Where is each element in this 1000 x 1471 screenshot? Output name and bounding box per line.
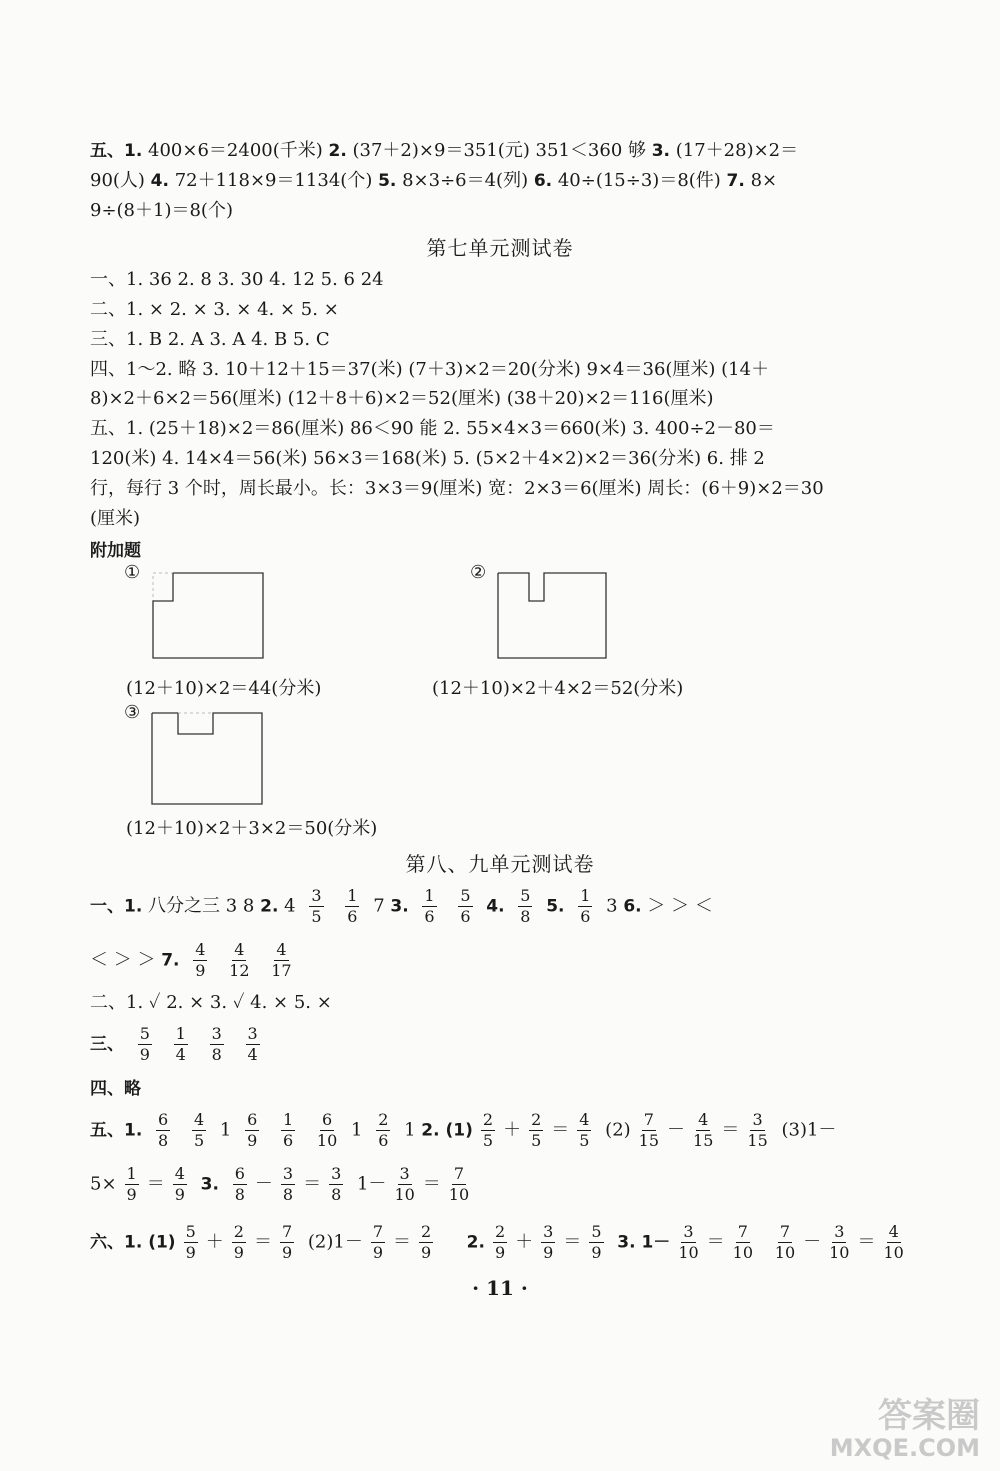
figure-caption: (12＋10)×2＋3×2＝50(分米) (126, 818, 378, 839)
fraction: $\frac{1}{6}$ (282, 1110, 294, 1150)
fraction: $\frac{1}{6}$ (347, 886, 358, 926)
fraction: $\frac{5}{9}$ (185, 1222, 196, 1262)
fraction: $\frac{5}{9}$ (591, 1222, 602, 1262)
answer-line: 9÷(8＋1)＝8(个) (90, 200, 233, 221)
fraction: $\frac{1}{6}$ (424, 886, 435, 926)
watermark-logo (829, 1396, 980, 1464)
fraction: $\frac{3}{10}$ (829, 1222, 850, 1262)
item-number: 一、1. (90, 896, 143, 917)
answer-text: (37＋2)×9＝351(元) 351＜360 够 (346, 140, 652, 161)
figure-2 (494, 572, 614, 662)
fraction: $\frac{3}{8}$ (211, 1024, 222, 1064)
fraction: $\frac{5}{9}$ (139, 1024, 150, 1064)
fraction: $\frac{3}{4}$ (247, 1024, 258, 1064)
fraction: $\frac{2}{5}$ (531, 1110, 542, 1150)
figure-label: ② (470, 562, 487, 583)
answer-text: 72＋118×9＝1134(个) (168, 170, 379, 191)
answer-line: 二、1. × 2. × 3. × 4. × 5. × (90, 299, 339, 320)
figure-caption: (12＋10)×2＝44(分米) (126, 678, 322, 699)
item-number: 6. (533, 171, 553, 191)
answer-line: 8)×2＋6×2＝56(厘米) (12＋8＋6)×2＝52(厘米) (38＋20)×2＝116(厘米) (90, 388, 714, 409)
fraction: $\frac{6}{10}$ (316, 1110, 338, 1150)
answer-line: 行，每行 3 个时，周长最小。长：3×3＝9(厘米) 宽：2×3＝6(厘米) 周长：(6＋9)×2＝30 (90, 478, 824, 499)
fraction: $\frac{3}{10}$ (678, 1222, 699, 1262)
section-label: 三、 (90, 1034, 124, 1055)
answer-line: 五、1. $\frac{6}{8}$ $\frac{4}{5}$ 1 $\frac{6}{9}$ $\frac{1}{6}$ $\frac{6}{10}$ 1 $\frac{2}{6}$ 1 2. (1) $\frac{2}{5}$ ＋ $\frac{2}{5}$ ＝ $\frac{4}{5}$ (2) $\frac{7}{15}$ － $\frac{4}{15}$ ＝ $\frac{3}{15}$ (3)1－ (90, 1110, 837, 1150)
answer-line (90, 940, 300, 981)
fraction: $\frac{7}{9}$ (281, 1222, 293, 1262)
figure-label: ① (124, 562, 141, 583)
fraction: $\frac{3}{9}$ (543, 1222, 554, 1262)
item-number: 六、1. (1) (90, 1232, 176, 1253)
answer-line: (厘米) (90, 508, 141, 529)
answer-text: 1－ (356, 1173, 387, 1195)
fraction: $\frac{7}{15}$ (638, 1110, 660, 1150)
answer-line: 一、1. 36 2. 8 3. 30 4. 12 5. 6 24 (90, 269, 384, 290)
unit89-title: 第八、九单元测试卷 (405, 852, 595, 876)
fraction: $\frac{1}{4}$ (175, 1024, 186, 1064)
fraction: $\frac{3}{10}$ (394, 1164, 415, 1204)
answer-line: 五、1. (25＋18)×2＝86(厘米) 86＜90 能 2. 55×4×3＝660(米) 3. 400÷2－80＝ (90, 418, 775, 439)
answer-text: 1 (219, 1119, 232, 1141)
item-number: 2. (328, 141, 347, 161)
answer-line: 六、1. (1) $\frac{5}{9}$ ＋ $\frac{2}{9}$ ＝ $\frac{7}{9}$ (2)1－ $\frac{7}{9}$ ＝ $\frac{2}{9}$ 2. $\frac{2}{9}$ ＋ $\frac{3}{9}$ ＝ $\frac{5}{9}$ 3. 1－ $\frac{3}{10}$ ＝ $\frac{7}{10}$ $\frac{7}{10}$ － $\frac{3}{10}$ ＝ $\frac{4}{10}$ (90, 1222, 904, 1262)
fraction: $\frac{4}{5}$ (193, 1110, 205, 1150)
item-number: 4. (486, 896, 505, 917)
item-number: 3. (390, 896, 409, 917)
answer-line: 四、略 (90, 1079, 141, 1099)
item-number: 2. (260, 896, 279, 917)
answer-text: 40÷(15÷3)＝8(件) (552, 170, 727, 191)
fraction: $\frac{4}{17}$ (271, 940, 292, 980)
fraction: $\frac{2}{9}$ (494, 1222, 506, 1262)
item-number: 3. (651, 141, 671, 161)
item-number: 3. 1－ (617, 1232, 671, 1253)
watermark-site: MXQE.COM (829, 1434, 980, 1462)
fraction: $\frac{7}{9}$ (372, 1222, 384, 1262)
fraction: $\frac{4}{10}$ (883, 1222, 904, 1262)
answer-text: 5× (90, 1173, 117, 1195)
answer-text: (17＋28)×2＝ (670, 140, 799, 161)
figure-1 (148, 572, 268, 662)
watermark-text: 答案圈 (878, 1396, 980, 1436)
answer-text: (3)1－ (781, 1119, 837, 1141)
answer-text: 7 (373, 895, 385, 917)
figure-caption: (12＋10)×2＋4×2＝52(分米) (432, 678, 684, 699)
answer-line: 四、1～2. 略 3. 10＋12＋15＝37(米) (7＋3)×2＝20(分米) 9×4＝36(厘米) (14＋ (90, 359, 770, 380)
fraction: $\frac{1}{6}$ (580, 886, 591, 926)
fraction: $\frac{6}{9}$ (247, 1110, 258, 1150)
item-number: 3. (200, 1174, 219, 1195)
fraction: $\frac{4}{9}$ (195, 940, 206, 980)
fraction: $\frac{7}{10}$ (774, 1222, 796, 1262)
fraction: $\frac{6}{8}$ (158, 1110, 169, 1150)
item-number: 7. (161, 950, 180, 971)
item-number: 5. (546, 896, 565, 917)
item-number: 2. (1) (421, 1120, 473, 1141)
answer-text: ＜ ＞ ＞ (90, 949, 156, 971)
answer-text: ＞ ＞ ＜ (647, 895, 713, 917)
fraction: $\frac{2}{9}$ (421, 1222, 432, 1262)
answer-text: 90(人) (90, 170, 151, 191)
answer-text: 1 (351, 1119, 363, 1141)
answer-line (90, 886, 713, 927)
extra-title: 附加题 (90, 541, 141, 561)
answer-line (90, 1024, 268, 1065)
fraction: $\frac{2}{5}$ (482, 1110, 494, 1150)
item-number: 5. (378, 171, 397, 191)
fraction: $\frac{3}{8}$ (282, 1164, 294, 1204)
item-number: 2. (466, 1232, 485, 1253)
answer-text: 八分之三 3 8 (148, 895, 255, 917)
item-number: 6. (623, 896, 642, 917)
answer-text: 8×3÷6＝4(列) (396, 170, 534, 191)
fraction: $\frac{3}{5}$ (311, 886, 322, 926)
item-number: 1. (124, 141, 143, 161)
answer-line (90, 138, 798, 164)
fraction: $\frac{4}{5}$ (579, 1110, 590, 1150)
answer-text: 1 (404, 1119, 416, 1141)
figure-3 (148, 712, 268, 808)
answer-text: 3 (606, 895, 618, 917)
answer-text: (2)1－ (307, 1231, 363, 1253)
fraction: $\frac{5}{8}$ (520, 886, 531, 926)
item-number: 7. (726, 171, 745, 191)
item-number: 五、1. (90, 1120, 143, 1141)
fraction: $\frac{1}{9}$ (126, 1164, 137, 1204)
answer-text: 4 (284, 895, 296, 917)
answer-line: 120(米) 4. 14×4＝56(米) 56×3＝168(米) 5. (5×2＋4×2)×2＝36(分米) 6. 排 2 (90, 448, 765, 469)
fraction: $\frac{7}{10}$ (448, 1164, 470, 1204)
answer-text: 8× (744, 170, 778, 191)
fraction: $\frac{2}{9}$ (233, 1222, 244, 1262)
section-label: 五、 (90, 141, 124, 161)
fraction: $\frac{6}{8}$ (234, 1164, 245, 1204)
fraction: $\frac{4}{15}$ (693, 1110, 714, 1150)
unit7-title: 第七单元测试卷 (426, 236, 574, 260)
fraction: $\frac{7}{10}$ (732, 1222, 754, 1262)
item-number: 4. (150, 171, 169, 191)
answer-text: 400×6＝2400(千米) (142, 140, 329, 161)
answer-text: (2) (605, 1119, 631, 1141)
fraction: $\frac{2}{6}$ (378, 1110, 389, 1150)
fraction: $\frac{4}{12}$ (229, 940, 250, 980)
answer-line: 三、1. B 2. A 3. A 4. B 5. C (90, 329, 330, 350)
page-number: · 11 · (472, 1276, 528, 1300)
figure-label: ③ (124, 702, 141, 723)
answer-line (90, 168, 777, 194)
fraction: $\frac{3}{8}$ (331, 1164, 342, 1204)
answer-line: 5× $\frac{1}{9}$ ＝ $\frac{4}{9}$ 3. $\frac{6}{8}$ － $\frac{3}{8}$ ＝ $\frac{3}{8}$ 1－ $\frac{3}{10}$ ＝ $\frac{7}{10}$ (90, 1164, 470, 1204)
fraction: $\frac{4}{9}$ (174, 1164, 185, 1204)
fraction: $\frac{3}{15}$ (747, 1110, 768, 1150)
answer-line: 二、1. ✓ 2. × 3. ✓ 4. × 5. × (90, 992, 332, 1013)
fraction: $\frac{5}{6}$ (460, 886, 471, 926)
